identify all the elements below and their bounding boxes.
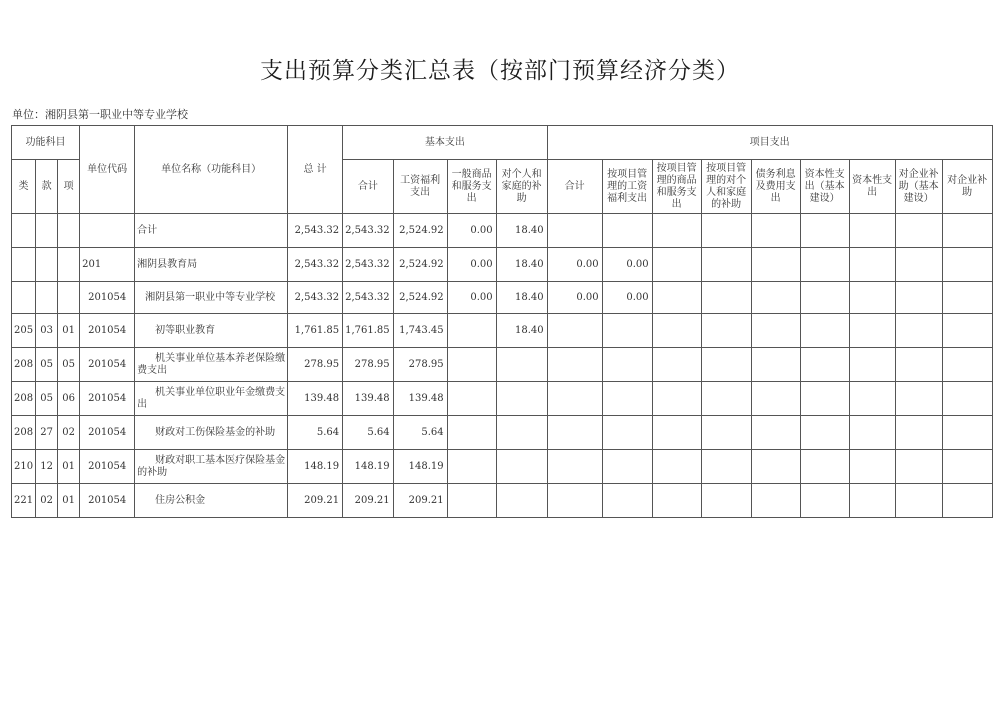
cell-xiang (58, 248, 80, 282)
cell-empty (652, 248, 701, 282)
cell-empty (895, 416, 942, 450)
cell-b-total: 148.19 (343, 450, 394, 484)
cell-b-wage: 148.19 (393, 450, 447, 484)
cell-b-wage: 209.21 (393, 484, 447, 518)
cell-b-wage: 2,524.92 (393, 248, 447, 282)
cell-empty (800, 314, 849, 348)
cell-b-total: 2,543.32 (343, 248, 394, 282)
cell-b-personal (496, 416, 547, 450)
header-basic-wage: 工资福利支出 (393, 160, 447, 214)
cell-p-total (547, 450, 602, 484)
cell-kuan: 05 (36, 348, 58, 382)
cell-b-personal (496, 348, 547, 382)
cell-p-wage (602, 214, 652, 248)
header-basic: 基本支出 (343, 126, 548, 160)
cell-empty (701, 450, 751, 484)
cell-b-total: 1,761.85 (343, 314, 394, 348)
table-row (12, 450, 993, 484)
cell-kuan (36, 214, 58, 248)
cell-b-personal: 18.40 (496, 214, 547, 248)
cell-p-wage (602, 348, 652, 382)
cell-xiang: 06 (58, 382, 80, 416)
cell-code: 201054 (80, 416, 135, 450)
cell-b-wage: 5.64 (393, 416, 447, 450)
cell-total: 209.21 (288, 484, 343, 518)
cell-name: 财政对职工基本医疗保险基金的补助 (135, 450, 288, 484)
cell-kuan: 02 (36, 484, 58, 518)
cell-empty (800, 416, 849, 450)
header-total: 总 计 (288, 126, 343, 214)
cell-name: 财政对工伤保险基金的补助 (135, 416, 288, 450)
cell-empty (652, 382, 701, 416)
cell-p-wage: 0.00 (602, 282, 652, 314)
header-lei: 类 (12, 160, 36, 214)
cell-empty (895, 314, 942, 348)
cell-empty (800, 282, 849, 314)
cell-empty (942, 416, 992, 450)
cell-empty (942, 314, 992, 348)
cell-b-goods (447, 348, 496, 382)
cell-total: 2,543.32 (288, 282, 343, 314)
cell-total: 148.19 (288, 450, 343, 484)
cell-empty (942, 382, 992, 416)
cell-b-wage: 278.95 (393, 348, 447, 382)
cell-kuan: 03 (36, 314, 58, 348)
cell-empty (895, 214, 942, 248)
cell-empty (942, 282, 992, 314)
table-row (12, 314, 993, 348)
unit-label: 单位：湘阴县第一职业中等专业学校 (12, 108, 188, 121)
cell-empty (895, 282, 942, 314)
cell-empty (652, 214, 701, 248)
cell-total: 278.95 (288, 348, 343, 382)
header-project-enterprise-construction: 对企业补助（基本建设） (895, 160, 942, 214)
cell-code: 201054 (80, 348, 135, 382)
cell-empty (800, 484, 849, 518)
header-basic-total: 合计 (343, 160, 394, 214)
cell-empty (849, 314, 895, 348)
cell-p-total (547, 314, 602, 348)
cell-empty (751, 450, 800, 484)
cell-xiang: 05 (58, 348, 80, 382)
cell-empty (849, 214, 895, 248)
header-basic-goods: 一般商品和服务支出 (447, 160, 496, 214)
cell-empty (849, 382, 895, 416)
cell-empty (849, 348, 895, 382)
budget-table (11, 125, 993, 518)
cell-b-total: 5.64 (343, 416, 394, 450)
cell-p-wage (602, 314, 652, 348)
cell-lei: 208 (12, 382, 36, 416)
cell-b-total: 139.48 (343, 382, 394, 416)
cell-total: 2,543.32 (288, 248, 343, 282)
cell-b-personal: 18.40 (496, 248, 547, 282)
header-func-subject: 功能科目 (12, 126, 80, 160)
header-project-total: 合计 (547, 160, 602, 214)
cell-xiang: 02 (58, 416, 80, 450)
header-project-capital-construction: 资本性支出（基本建设） (800, 160, 849, 214)
cell-b-goods: 0.00 (447, 248, 496, 282)
cell-empty (652, 484, 701, 518)
cell-empty (701, 484, 751, 518)
cell-kuan (36, 248, 58, 282)
cell-empty (895, 382, 942, 416)
cell-empty (849, 484, 895, 518)
cell-empty (701, 214, 751, 248)
cell-empty (701, 282, 751, 314)
cell-b-personal (496, 484, 547, 518)
cell-code: 201054 (80, 314, 135, 348)
cell-b-goods: 0.00 (447, 282, 496, 314)
cell-b-wage: 1,743.45 (393, 314, 447, 348)
cell-b-personal: 18.40 (496, 282, 547, 314)
table-row (12, 484, 993, 518)
cell-code: 201 (80, 248, 135, 282)
cell-total: 2,543.32 (288, 214, 343, 248)
cell-b-total: 2,543.32 (343, 214, 394, 248)
cell-code: 201054 (80, 450, 135, 484)
cell-total: 139.48 (288, 382, 343, 416)
cell-empty (849, 248, 895, 282)
cell-p-total (547, 348, 602, 382)
header-basic-personal: 对个人和家庭的补助 (496, 160, 547, 214)
cell-p-wage (602, 382, 652, 416)
cell-empty (800, 450, 849, 484)
table-row (12, 282, 993, 314)
cell-empty (751, 214, 800, 248)
budget-table-body (12, 214, 993, 518)
header-unit-code: 单位代码 (80, 126, 135, 214)
cell-b-personal (496, 382, 547, 416)
cell-empty (800, 348, 849, 382)
cell-empty (652, 450, 701, 484)
cell-empty (652, 416, 701, 450)
header-project-wage: 按项目管理的工资福利支出 (602, 160, 652, 214)
cell-kuan: 27 (36, 416, 58, 450)
cell-empty (701, 314, 751, 348)
cell-b-wage: 139.48 (393, 382, 447, 416)
cell-lei (12, 248, 36, 282)
cell-p-wage: 0.00 (602, 248, 652, 282)
cell-b-personal: 18.40 (496, 314, 547, 348)
header-project-enterprise: 对企业补助 (942, 160, 992, 214)
cell-empty (849, 282, 895, 314)
cell-kuan: 05 (36, 382, 58, 416)
table-row (12, 416, 993, 450)
cell-p-total (547, 214, 602, 248)
cell-empty (800, 248, 849, 282)
cell-code: 201054 (80, 484, 135, 518)
cell-empty (751, 314, 800, 348)
cell-b-personal (496, 450, 547, 484)
cell-lei: 210 (12, 450, 36, 484)
cell-p-total (547, 484, 602, 518)
cell-empty (751, 282, 800, 314)
cell-p-wage (602, 484, 652, 518)
cell-kuan (36, 282, 58, 314)
header-project-personal: 按项目管理的对个人和家庭的补助 (701, 160, 751, 214)
header-project-capital: 资本性支出 (849, 160, 895, 214)
cell-empty (652, 314, 701, 348)
cell-p-total (547, 382, 602, 416)
cell-empty (701, 348, 751, 382)
header-project: 项目支出 (547, 126, 992, 160)
cell-lei: 208 (12, 416, 36, 450)
cell-empty (800, 214, 849, 248)
header-project-goods: 按项目管理的商品和服务支出 (652, 160, 701, 214)
cell-empty (701, 248, 751, 282)
cell-empty (942, 348, 992, 382)
cell-name: 住房公积金 (135, 484, 288, 518)
cell-xiang (58, 214, 80, 248)
cell-xiang: 01 (58, 484, 80, 518)
cell-b-goods (447, 484, 496, 518)
cell-name: 湘阴县第一职业中等专业学校 (135, 282, 288, 314)
cell-lei: 205 (12, 314, 36, 348)
cell-empty (849, 416, 895, 450)
table-row (12, 248, 993, 282)
cell-empty (751, 382, 800, 416)
cell-xiang: 01 (58, 314, 80, 348)
cell-name: 合计 (135, 214, 288, 248)
cell-code (80, 214, 135, 248)
cell-p-total: 0.00 (547, 248, 602, 282)
cell-xiang: 01 (58, 450, 80, 484)
cell-empty (849, 450, 895, 484)
cell-empty (942, 450, 992, 484)
cell-empty (800, 382, 849, 416)
cell-total: 5.64 (288, 416, 343, 450)
cell-b-goods (447, 382, 496, 416)
cell-b-total: 278.95 (343, 348, 394, 382)
header-xiang: 项 (58, 160, 80, 214)
cell-name: 初等职业教育 (135, 314, 288, 348)
cell-empty (895, 248, 942, 282)
cell-p-wage (602, 416, 652, 450)
cell-empty (652, 348, 701, 382)
cell-empty (751, 248, 800, 282)
cell-b-wage: 2,524.92 (393, 282, 447, 314)
cell-p-total (547, 416, 602, 450)
cell-kuan: 12 (36, 450, 58, 484)
cell-empty (751, 484, 800, 518)
cell-empty (895, 450, 942, 484)
table-row (12, 214, 993, 248)
cell-name: 机关事业单位职业年金缴费支出 (135, 382, 288, 416)
cell-b-total: 2,543.32 (343, 282, 394, 314)
cell-b-goods: 0.00 (447, 214, 496, 248)
cell-empty (751, 416, 800, 450)
cell-code: 201054 (80, 382, 135, 416)
page-title: 支出预算分类汇总表（按部门预算经济分类） (260, 58, 740, 84)
cell-b-goods (447, 314, 496, 348)
cell-b-total: 209.21 (343, 484, 394, 518)
cell-code: 201054 (80, 282, 135, 314)
cell-name: 湘阴县教育局 (135, 248, 288, 282)
cell-empty (751, 348, 800, 382)
header-project-debt: 债务利息及费用支出 (751, 160, 800, 214)
cell-lei (12, 282, 36, 314)
cell-b-wage: 2,524.92 (393, 214, 447, 248)
cell-empty (701, 416, 751, 450)
cell-empty (895, 484, 942, 518)
cell-empty (942, 248, 992, 282)
cell-xiang (58, 282, 80, 314)
cell-empty (942, 214, 992, 248)
header-kuan: 款 (36, 160, 58, 214)
cell-empty (942, 484, 992, 518)
cell-empty (652, 282, 701, 314)
cell-name: 机关事业单位基本养老保险缴费支出 (135, 348, 288, 382)
cell-empty (895, 348, 942, 382)
cell-lei: 208 (12, 348, 36, 382)
cell-lei: 221 (12, 484, 36, 518)
cell-p-total: 0.00 (547, 282, 602, 314)
cell-total: 1,761.85 (288, 314, 343, 348)
cell-b-goods (447, 416, 496, 450)
cell-p-wage (602, 450, 652, 484)
header-unit-name: 单位名称（功能科目） (135, 126, 288, 214)
table-row (12, 348, 993, 382)
cell-empty (701, 382, 751, 416)
table-row (12, 382, 993, 416)
cell-b-goods (447, 450, 496, 484)
cell-lei (12, 214, 36, 248)
